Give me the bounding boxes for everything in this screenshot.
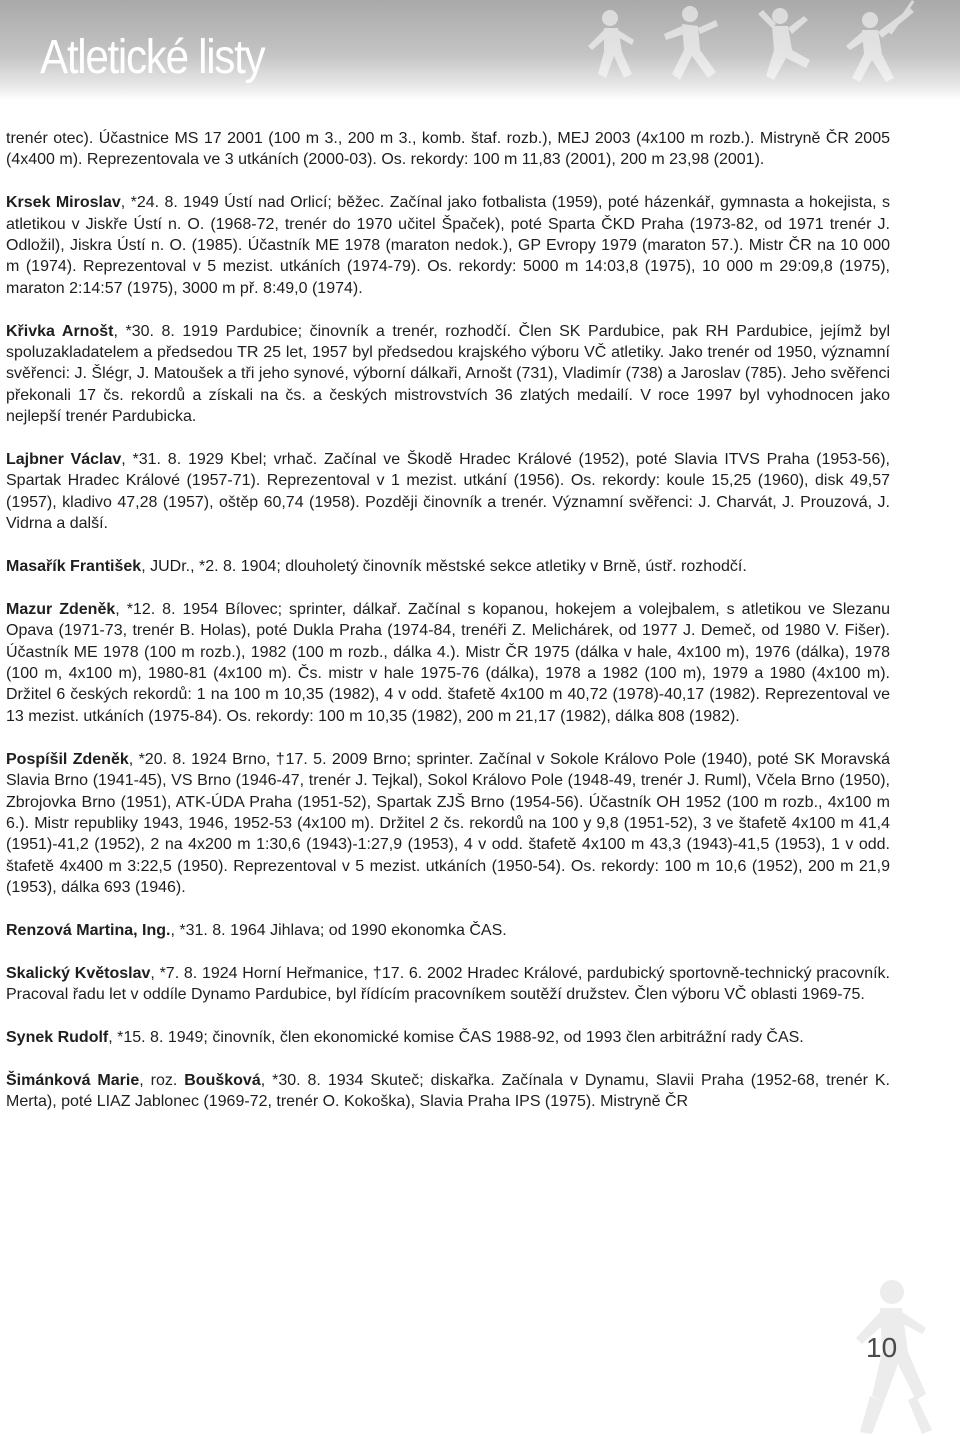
entry <box>6 321 890 428</box>
entry-name: Lajbner Václav <box>6 451 122 469</box>
entry <box>6 599 890 727</box>
entry <box>6 963 890 1006</box>
page-header <box>0 0 960 100</box>
entry-name: Pospíšil Zdeněk <box>6 750 129 768</box>
entry-text: , *15. 8. 1949; činovník, člen ekonomické komise ČAS 1988-92, od 1993 člen arbitrážní rady ČAS. <box>108 1028 804 1046</box>
page-number: 10 <box>866 1332 898 1363</box>
entry-text: , *31. 8. 1964 Jihlava; od 1990 ekonomka ČAS. <box>170 921 507 939</box>
entry-text: , *30. 8. 1934 Skuteč; diskařka. Začínala v Dynamu, Slavii Praha (1952-68, trenér K. Merta), poté LIAZ Jablonec (1969-72, trenér O. Kokoška), Slavia Praha IPS (1975). Mistryně ČR <box>6 1071 890 1111</box>
entry <box>6 749 890 899</box>
entry-continuation <box>6 128 890 171</box>
entry-maiden-name: Boušková <box>184 1071 261 1089</box>
entry-name: Skalický Květoslav <box>6 964 151 982</box>
entry-text: , *7. 8. 1924 Horní Heřmanice, †17. 6. 2002 Hradec Králové, pardubický sportovně-technický pracovník. Pracoval řadu let v oddíle Dynamo Pardubice, byl řídícím pracovníkem soutěží družstev. Člen výboru VČ oblasti 1969-75. <box>6 964 891 1004</box>
entry-text: , *30. 8. 1919 Pardubice; činovník a trenér, rozhodčí. Člen SK Pardubice, pak RH Pardubice, jejímž byl spoluzakladatelem a předsedou TR 25 let, 1957 byl předsedou krajského výboru VČ atletiky. Jako trenér od 1950, významní svěřenci: J. Šlégr, J. Matoušek a tři jeho synové, výborní dálkaři, Arnošt (731), Vladimír (738) a Jaroslav (785). Jeho svěřenci překonali 17 čs. rekordů a získali na čs. a českých mistrovstvích 36 zlatých medailí. V roce 1997 byl vyhodnocen jako nejlepší trenér Pardubicka. <box>6 322 891 426</box>
entry <box>6 1070 890 1113</box>
entry-text: trenér otec). Účastnice MS 17 2001 (100 m 3., 200 m 3., komb. štaf. rozb.), MEJ 2003 (4x100 m rozb.). Mistryně ČR 2005 (4x400 m). Reprezentovala ve 3 utkáních (2000-03). Os. rekordy: 100 m 11,83 (2001), 200 m 23,98 (2001). <box>6 130 890 169</box>
article-body <box>6 128 890 1134</box>
page-title: Atletické listy <box>40 31 265 84</box>
entry-name: Renzová Martina, Ing. <box>6 921 171 939</box>
entry-name: Synek Rudolf <box>6 1028 109 1046</box>
entry-text-before: , roz. <box>139 1071 185 1089</box>
entry <box>6 556 890 577</box>
entry-name: Krsek Miroslav <box>6 194 121 212</box>
entry-text: , *31. 8. 1929 Kbel; vrhač. Začínal ve Škodě Hradec Králové (1952), poté Slavia ITVS Praha (1953-56), Spartak Hradec Králové (1957-71). Reprezentoval v 1 mezist. utkání (1956). Os. rekordy: koule 15,25 (1960), disk 49,57 (1957), kladivo 47,28 (1957), oštěp 60,74 (1958). Později činovník a trenér. Významní svěřenci: J. Charvát, J. Prouzová, J. Vidrna a další. <box>6 451 890 533</box>
entry <box>6 192 890 299</box>
athletes-silhouette-icon <box>560 0 960 100</box>
entry-text: , *12. 8. 1954 Bílovec; sprinter, dálkař. Začínal s kopanou, hokejem a volejbalem, s atletikou ve Slezanu Opava (1971-73, trenér B. Holas), poté Dukla Praha (1974-84, trenéři Z. Melichárek, od 1977 J. Demeč, od 1980 V. Fišer). Účastník ME 1978 (100 m rozb.), 1982 (100 m rozb., dálka 4.). Mistr ČR 1975 (dálka v hale, 4x100 m), 1976 (dálka), 1978 (100 m, 4x100 m), 1980-81 (4x100 m). Čs. mistr v hale 1975-76 (dálka), 1978 a 1982 (100 m), 1979 a 1980 (4x100 m). Držitel 6 českých rekordů: 1 na 100 m 10,35 (1982), 4 v odd. štafetě 4x100 m 40,72 (1978)-40,17 (1982). Reprezentoval ve 13 mezist. utkáních (1975-84). Os. rekordy: 100 m 10,35 (1982), 200 m 21,17 (1982), dálka 808 (1982). <box>6 600 890 725</box>
entry-name: Křivka Arnošt <box>6 322 114 340</box>
entry-name: Masařík František <box>6 558 142 576</box>
entry-name: Šimánková Marie <box>6 1071 140 1089</box>
entry-name: Mazur Zdeněk <box>6 600 116 618</box>
entry-text: , *20. 8. 1924 Brno, †17. 5. 2009 Brno; sprinter. Začínal v Sokole Královo Pole (1940), poté SK Moravská Slavia Brno (1941-45), VS Brno (1946-47, trenér J. Tejkal), Sokol Královo Pole (1948-49, trenér J. Ruml), Včela Brno (1950), Zbrojovka Brno (1951), ATK-ÚDA Praha (1951-52), Spartak ZJŠ Brno (1954-56). Účastník OH 1952 (100 m rozb., 4x100 m 6.). Mistr republiky 1943, 1946, 1952-53 (4x100 m). Držitel 2 čs. rekordů na 100 y 9,8 (1951-52), 3 ve štafetě 4x100 m 41,4 (1951)-41,2 (1952), 2 na 4x200 m 1:30,6 (1943)-1:27,9 (1953), 4 v odd. štafetě 4x100 m 43,3 (1943)-41,5 (1953), 1 v odd. štafetě 4x400 m 3:22,5 (1950). Reprezentoval v 5 mezist. utkáních (1950-54). Os. rekordy: 100 m 10,6 (1952), 200 m 21,9 (1953), dálka 693 (1946). <box>6 750 890 897</box>
entry <box>6 449 890 535</box>
entry-text: , JUDr., *2. 8. 1904; dlouholetý činovník městské sekce atletiky v Brně, ústř. rozhodčí. <box>141 558 747 576</box>
entry <box>6 1027 890 1048</box>
entry <box>6 920 890 941</box>
entry-text: , *24. 8. 1949 Ústí nad Orlicí; běžec. Začínal jako fotbalista (1959), poté házenkář, gymnasta a hokejista, s atletikou v Jiskře Ústí n. O. (1968-72, trenér do 1970 učitel Špaček), poté Sparta ČKD Praha (1973-82, od 1971 trenér J. Odložil), Jiskra Ústí n. O. (1985). Účastník ME 1978 (maraton nedok.), GP Evropy 1979 (maraton 57.). Mistr ČR na 10 000 m (1974). Reprezentoval v 5 mezist. utkáních (1974-79). Os. rekordy: 5000 m 14:03,8 (1975), 10 000 m 29:09,8 (1975), maraton 2:14:57 (1975), 3000 m př. 8:49,0 (1974). <box>6 194 891 297</box>
